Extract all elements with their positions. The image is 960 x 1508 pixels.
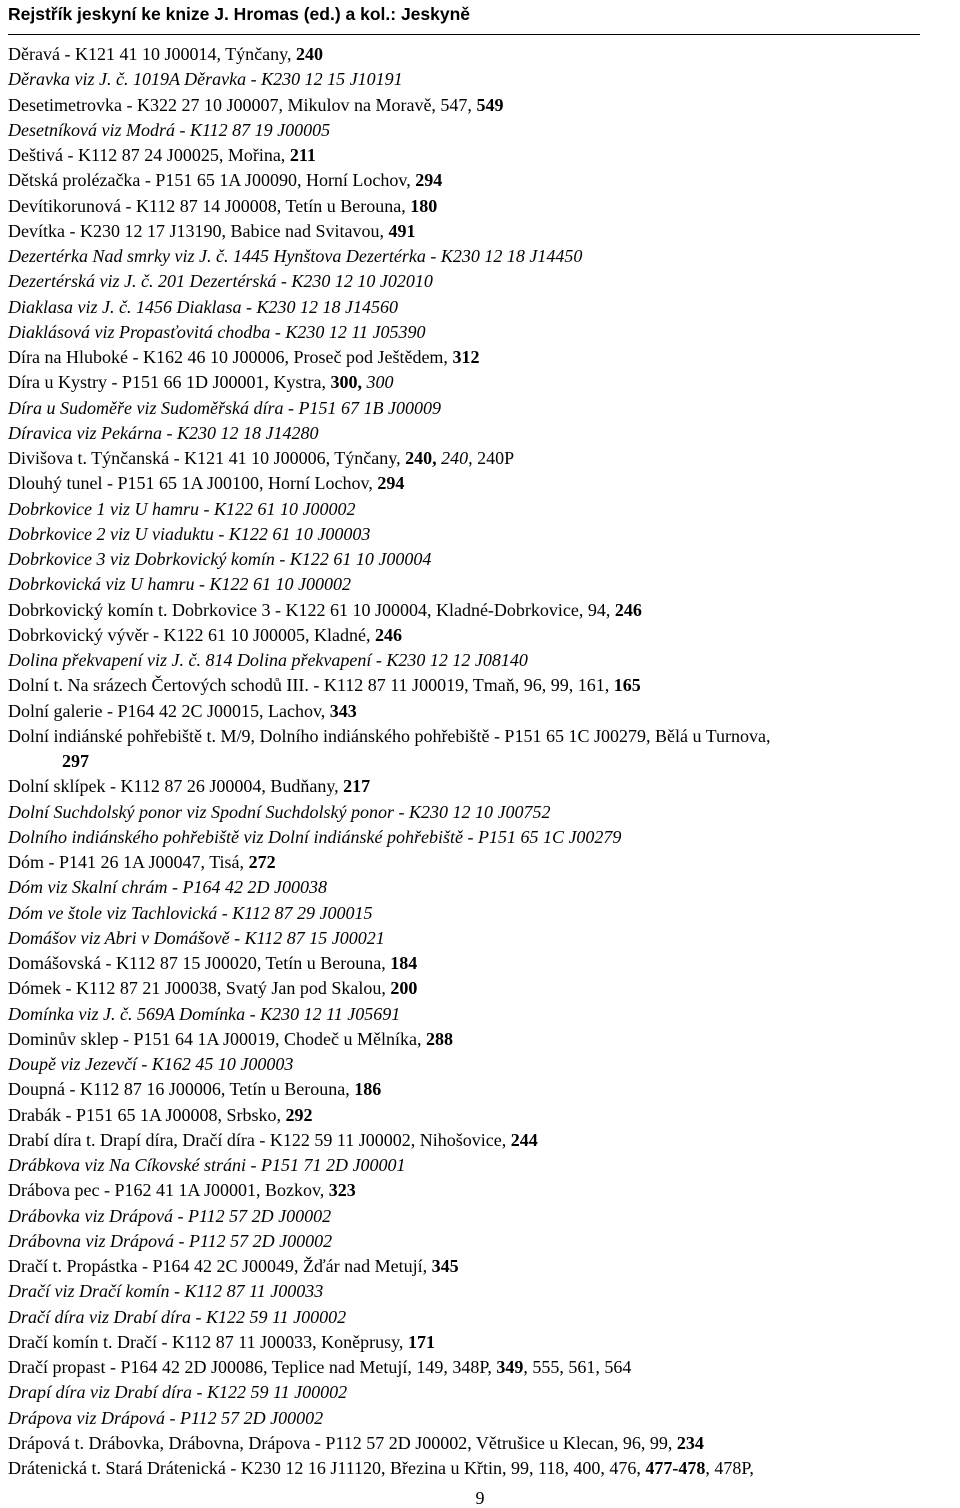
entry-text: Diaklasa viz J. č. 1456 Diaklasa - K230 12 18 J14560 <box>8 296 398 317</box>
index-entry <box>8 421 960 446</box>
entry-text: Drapí díra viz Drabí díra - K122 59 11 J00002 <box>8 1382 348 1403</box>
entry-text: Domášov viz Abri v Domášově - K112 87 15 J00021 <box>8 927 385 948</box>
index-entry <box>8 926 960 951</box>
entry-text: Devítka - K230 12 17 J13190, Babice nad Svitavou, <box>8 220 389 241</box>
entry-text: Děravka viz J. č. 1019A Děravka - K230 12 15 J10191 <box>8 69 403 90</box>
entry-text: Díra na Hluboké - K162 46 10 J00006, Proseč pod Ještědem, <box>8 347 453 367</box>
index-entry <box>8 1153 960 1178</box>
page-reference-bold: 294 <box>415 170 443 191</box>
index-entry <box>8 168 960 193</box>
entry-text: Dolního indiánského pohřebiště viz Dolní indiánské pohřebiště - P151 65 1C J00279 <box>8 826 622 847</box>
index-entry <box>8 1027 960 1052</box>
index-entry <box>8 396 960 421</box>
index-entry <box>8 1355 960 1380</box>
index-entry <box>8 1204 960 1229</box>
page-reference-bold: 186 <box>354 1079 382 1100</box>
entry-text: Dolní t. Na srázech Čertových schodů III. - K112 87 11 J00019, Tmaň, 96, 99, 161, <box>8 675 614 696</box>
page-reference-bold: 246 <box>614 599 642 620</box>
index-entry <box>8 42 960 67</box>
page-reference-bold: 240, <box>405 448 437 468</box>
page-reference-bold: 244 <box>510 1129 538 1150</box>
entry-text: Drábovna viz Drápová - P112 57 2D J00002 <box>8 1230 333 1251</box>
index-entry <box>8 219 960 244</box>
entry-text: Desetníková viz Modrá - K112 87 19 J00005 <box>8 119 331 140</box>
page-reference-bold: 477-478 <box>645 1458 706 1478</box>
entry-text: Diaklásová viz Propasťovitá chodba - K230 12 11 J05390 <box>8 321 426 342</box>
index-entry <box>8 1128 960 1153</box>
index-entry <box>8 1406 960 1431</box>
index-entry <box>8 598 960 623</box>
entry-text: Dobrkovice 2 viz U viaduktu - K122 61 10 J00003 <box>8 523 371 544</box>
entry-text: , 555, 561, 564 <box>523 1357 632 1377</box>
index-entry <box>8 446 960 471</box>
index-entry <box>8 244 960 269</box>
entry-text: Dominův sklep - P151 64 1A J00019, Chodeč u Mělníka, <box>8 1028 426 1049</box>
entry-text: Drábova pec - P162 41 1A J00001, Bozkov, <box>8 1180 329 1201</box>
entry-text: Domášovská - K112 87 15 J00020, Tetín u Berouna, <box>8 953 391 973</box>
index-entry <box>8 774 960 799</box>
index-entry <box>8 522 960 547</box>
index-entry <box>8 623 960 648</box>
page-reference-bold: 246 <box>374 624 402 645</box>
index-entry <box>8 1456 960 1481</box>
index-entry <box>8 1052 960 1077</box>
page-reference-bold: 297 <box>62 751 89 771</box>
entry-text: Dóm viz Skalní chrám - P164 42 2D J00038 <box>8 877 327 898</box>
entry-text: Díra u Kystry - P151 66 1D J00001, Kystra, <box>8 372 331 393</box>
page-reference-bold: 180 <box>410 195 438 216</box>
entry-text: Drábovka viz Drápová - P112 57 2D J00002 <box>8 1205 332 1226</box>
index-entry <box>8 143 960 168</box>
entry-text: Drápova viz Drápová - P112 57 2D J00002 <box>8 1407 324 1428</box>
entry-text: Dolní galerie - P164 42 2C J00015, Lachov, <box>8 700 330 721</box>
page-reference-bold: 323 <box>328 1180 356 1201</box>
entry-text: Dolina překvapení viz J. č. 814 Dolina překvapení - K230 12 12 J08140 <box>8 650 528 670</box>
index-entry <box>8 850 960 875</box>
index-entry <box>8 673 960 698</box>
page-reference-bold: 165 <box>613 675 641 696</box>
page-reference-italic: 300 <box>366 372 394 393</box>
entry-text: Drátenická t. Stará Drátenická - K230 12 16 J11120, Březina u Křtin, 99, 118, 400, 476, <box>8 1458 646 1478</box>
index-entry <box>8 901 960 926</box>
index-entry <box>8 67 960 92</box>
page-reference-bold: 549 <box>476 94 504 115</box>
entry-text: Dóm - P141 26 1A J00047, Tisá, <box>8 852 249 872</box>
entry-text: , 478P, <box>705 1458 754 1478</box>
index-entry <box>8 118 960 143</box>
page-reference-bold: 211 <box>289 145 316 165</box>
entry-text: Dómek - K112 87 21 J00038, Svatý Jan pod Skalou, <box>8 978 391 999</box>
entry-text: Drápová t. Drábovka, Drábovna, Drápova - P112 57 2D J00002, Větrušice u Klecan, 96, 99, <box>8 1432 677 1453</box>
entry-text: 240P <box>472 448 515 468</box>
page-reference-bold: 292 <box>285 1104 313 1125</box>
index-entry <box>8 1305 960 1330</box>
page-reference-bold: 288 <box>425 1028 453 1049</box>
entry-text: Dobrkovice 3 viz Dobrkovický komín - K122 61 10 J00004 <box>8 549 432 569</box>
index-entry <box>8 951 960 976</box>
index-entry <box>8 295 960 320</box>
page-reference-bold: 349 <box>496 1357 524 1377</box>
index-entry <box>8 1330 960 1355</box>
entry-text: Drábkova viz Na Cíkovské stráni - P151 71 2D J00001 <box>8 1155 406 1175</box>
entry-text: Deštivá - K112 87 24 J00025, Mořina, <box>8 145 290 165</box>
index-entry <box>8 1077 960 1102</box>
entry-text: Drabí díra t. Drapí díra, Dračí díra - K122 59 11 J00002, Nihošovice, <box>8 1129 511 1150</box>
index-entry <box>8 194 960 219</box>
index-entry <box>8 1178 960 1203</box>
index-entry <box>8 875 960 900</box>
entry-text: Dětská prolézačka - P151 65 1A J00090, Horní Lochov, <box>8 170 416 191</box>
entry-text: Dračí viz Dračí komín - K112 87 11 J00033 <box>8 1281 324 1302</box>
entry-text: Děravá - K121 41 10 J00014, Týnčany, <box>8 44 296 64</box>
page-reference-bold: 240 <box>295 44 323 64</box>
page-reference-bold: 343 <box>329 700 357 721</box>
entry-text: Dračí t. Propástka - P164 42 2C J00049, Žďár nad Metují, <box>8 1256 432 1276</box>
index-entries-list <box>8 42 960 1481</box>
entry-text: Dračí komín t. Dračí - K112 87 11 J00033, Koněprusy, <box>8 1331 408 1352</box>
page-reference-bold: 200 <box>390 978 418 999</box>
entry-text: Dezertérská viz J. č. 201 Dezertérská - K230 12 10 J02010 <box>8 271 433 292</box>
entry-text: Dolní indiánské pohřebiště t. M/9, Dolního indiánského pohřebiště - P151 65 1C J00279, Bělá u Turnova, <box>8 725 771 746</box>
entry-text: Dobrkovický komín t. Dobrkovice 3 - K122 61 10 J00004, Kladné-Dobrkovice, 94, <box>8 599 615 620</box>
page-header <box>8 2 920 35</box>
entry-text: Díra u Sudoměře viz Sudoměřská díra - P151 67 1B J00009 <box>8 397 441 418</box>
index-entry <box>8 269 960 294</box>
page-reference-bold: 294 <box>377 473 405 494</box>
page-reference-bold: 491 <box>388 220 416 241</box>
entry-text: Dolní sklípek - K112 87 26 J00004, Budňany, <box>8 776 344 797</box>
entry-text: Dobrkovická viz U hamru - K122 61 10 J00002 <box>8 574 351 595</box>
index-entry <box>8 976 960 1001</box>
index-entry <box>8 547 960 572</box>
page-reference-bold: 345 <box>431 1256 459 1276</box>
entry-continuation <box>8 749 960 774</box>
page-reference-bold: 272 <box>248 852 276 872</box>
page-reference-bold: 234 <box>676 1432 704 1453</box>
index-entry <box>8 1431 960 1456</box>
index-entry <box>8 1002 960 1027</box>
index-entry <box>8 497 960 522</box>
entry-text: Dračí díra viz Drabí díra - K122 59 11 J00002 <box>8 1306 347 1327</box>
entry-text: Drabák - P151 65 1A J00008, Srbsko, <box>8 1104 286 1125</box>
index-entry <box>8 1380 960 1405</box>
entry-text: Díravica viz Pekárna - K230 12 18 J14280 <box>8 422 319 443</box>
index-entry <box>8 93 960 118</box>
entry-text: Dračí propast - P164 42 2D J00086, Teplice nad Metují, 149, 348P, <box>8 1357 497 1377</box>
index-entry <box>8 320 960 345</box>
entry-text: Dobrkovický vývěr - K122 61 10 J00005, Kladné, <box>8 624 375 645</box>
index-entry <box>8 471 960 496</box>
page-reference-bold: 312 <box>452 347 480 367</box>
page-number: 9 <box>475 1488 485 1508</box>
index-entry <box>8 572 960 597</box>
entry-text: Dobrkovice 1 viz U hamru - K122 61 10 J00002 <box>8 498 356 519</box>
index-entry <box>8 724 960 775</box>
entry-text: Dlouhý tunel - P151 65 1A J00100, Horní Lochov, <box>8 473 378 494</box>
index-entry <box>8 699 960 724</box>
page-reference-bold: 217 <box>343 776 371 797</box>
index-entry <box>8 370 960 395</box>
entry-text: Domínka viz J. č. 569A Domínka - K230 12 11 J05691 <box>8 1003 401 1024</box>
header-title: Rejstřík jeskyní ke knize J. Hromas (ed.) a kol.: Jeskyně <box>8 4 471 24</box>
entry-text: Dezertérka Nad smrky viz J. č. 1445 Hynštova Dezertérka - K230 12 18 J14450 <box>8 246 583 266</box>
index-entry <box>8 345 960 370</box>
entry-text: Desetimetrovka - K322 27 10 J00007, Mikulov na Moravě, 547, <box>8 94 477 115</box>
index-entry <box>8 1229 960 1254</box>
index-entry <box>8 800 960 825</box>
page-reference-bold: 184 <box>390 953 418 973</box>
page-reference-italic: 240, <box>441 448 473 468</box>
index-entry <box>8 1103 960 1128</box>
entry-text: Divišova t. Týnčanská - K121 41 10 J00006, Týnčany, <box>8 448 406 468</box>
page-reference-bold: 171 <box>407 1331 435 1352</box>
index-entry <box>8 825 960 850</box>
page-reference-bold: 300, <box>330 372 362 393</box>
index-entry <box>8 648 960 673</box>
entry-text: Dolní Suchdolský ponor viz Spodní Suchdolský ponor - K230 12 10 J00752 <box>8 801 551 822</box>
entry-text: Dóm ve štole viz Tachlovická - K112 87 29 J00015 <box>8 902 373 923</box>
index-entry <box>8 1279 960 1304</box>
entry-text: Doupě viz Jezevčí - K162 45 10 J00003 <box>8 1054 294 1074</box>
entry-text: Devítikorunová - K112 87 14 J00008, Tetín u Berouna, <box>8 195 411 216</box>
entry-text: Doupná - K112 87 16 J00006, Tetín u Berouna, <box>8 1079 355 1100</box>
index-entry <box>8 1254 960 1279</box>
